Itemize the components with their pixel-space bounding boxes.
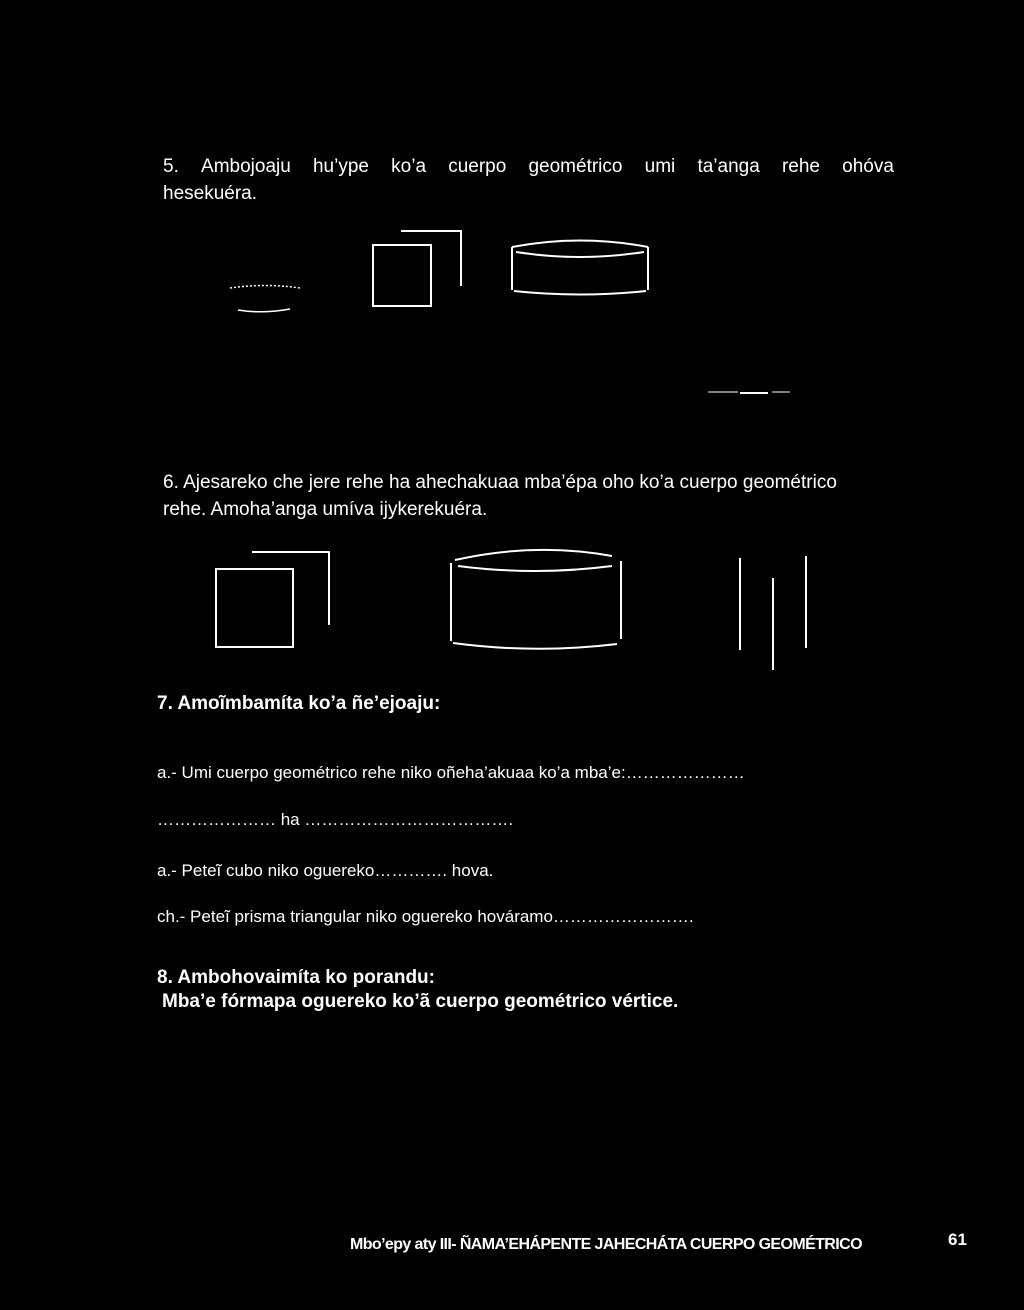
page-number: 61 — [948, 1230, 967, 1249]
q6-cube-outline — [216, 552, 329, 647]
q5-word: cuerpo — [448, 156, 507, 177]
q6-prism-outline — [740, 556, 806, 670]
q7-item-b: a.- Peteĩ cubo niko oguereko…………. hova. — [157, 861, 494, 880]
q5-word: Ambojoaju — [201, 156, 291, 177]
q8-question: Mba’e fórmapa oguereko ko’ã cuerpo geométrico vértice. — [162, 991, 679, 1012]
q6-cylinder-outline — [451, 550, 621, 649]
q5-word: ohóva — [842, 156, 894, 177]
q5-word: ta’anga — [697, 156, 760, 177]
q7-item-a-continuation: ………………… ha ………………………………. — [157, 810, 514, 829]
q5-word: ko’a — [391, 156, 427, 177]
q5-word: umi — [644, 156, 676, 177]
q6-line-1-text: 6. Ajesareko che jere rehe ha ahechakuaa mba’épa oho ko’a cuerpo geométrico — [163, 472, 837, 493]
footer-title: Mbo’epy aty III- ÑAMA’EHÁPENTE JAHECHÁTA CUERPO GEOMÉTRICO — [350, 1236, 862, 1253]
q6-line-2: rehe. Amoha’anga umíva ijykerekuéra. — [163, 499, 488, 520]
q7-title: 7. Amoĩmbamíta ko’a ñe’ejoaju: — [157, 693, 441, 714]
q5-line-2: hesekuéra. — [163, 183, 258, 204]
q5-word: hu’ype — [312, 156, 369, 177]
q8-title: 8. Ambohovaimíta ko porandu: — [157, 967, 435, 988]
q5-word: 5. — [163, 156, 179, 177]
q7-item-a: a.- Umi cuerpo geométrico rehe niko oñeha’akuaa ko’a mba’e:………………… — [157, 763, 745, 782]
q5-word: rehe — [781, 156, 820, 177]
q7-item-ch: ch.- Peteĩ prisma triangular niko oguereko hováramo……………………. — [157, 907, 694, 926]
q5-word: geométrico — [528, 156, 623, 177]
